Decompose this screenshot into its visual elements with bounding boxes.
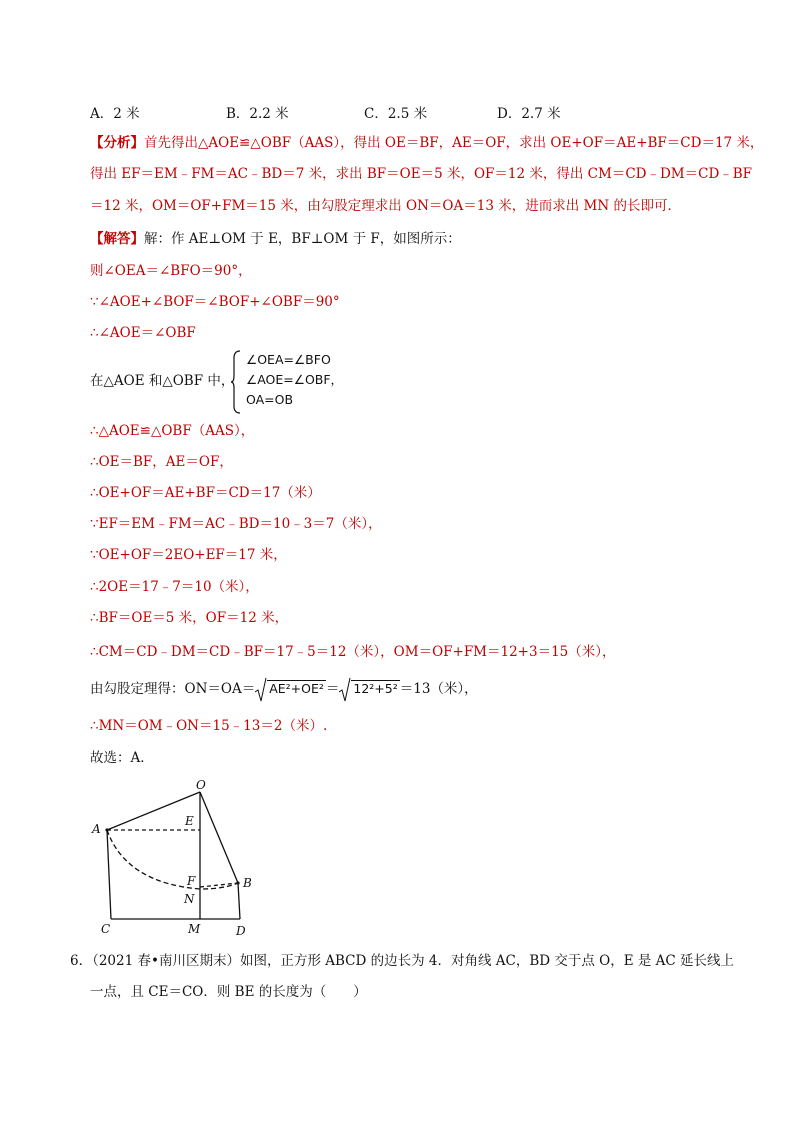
option-b: B．2.2 米 (226, 106, 289, 122)
answer-text: 故选：A． (90, 750, 154, 766)
system-eq-1: ∠OEA=∠BFO (246, 352, 331, 367)
label-A: A (92, 822, 101, 836)
system-eq-3: OA=OB (246, 392, 294, 407)
solution-tag: 【解答】 (90, 231, 144, 247)
label-N: N (184, 892, 195, 906)
solution-step-11: ∴BF＝OE＝5 米，OF＝12 米， (90, 610, 289, 626)
solution-step-8: ∵EF＝EM﹣FM＝AC﹣BD＝10﹣3＝7（米）， (90, 516, 382, 532)
solution-intro-line (90, 229, 461, 249)
label-M: M (188, 922, 201, 936)
segment-AC (107, 830, 111, 919)
analysis-line-3: ＝12 米，OM＝OF+FM＝15 米，由勾股定理求出 ON＝OA＝13 米，进而求出 MN 的长即可． (90, 198, 681, 214)
solution-step-12: ∴CM＝CD﹣DM＝CD﹣BF＝17﹣5＝12（米），OM＝OF+FM＝12+3＝15（米）， (90, 644, 616, 660)
option-d: D．2.7 米 (497, 106, 561, 122)
arc-AN (107, 830, 238, 889)
pythagoras-pre: 由勾股定理得：ON＝OA＝ (90, 681, 256, 697)
option-c: C．2.5 米 (364, 106, 428, 122)
analysis-line-1 (90, 133, 763, 153)
segment-FB (200, 883, 238, 887)
solution-step-2: ∵∠AOE+∠BOF＝∠BOF+∠OBF＝90° (90, 294, 340, 310)
solution-step-7: ∴OE+OF＝AE+BF＝CD＝17（米） (90, 485, 321, 501)
analysis-tag: 【分析】 (90, 135, 144, 151)
brace-icon (230, 350, 242, 414)
solution-step-5: ∴△AOE≌△OBF（AAS）， (90, 423, 255, 439)
system-eq-2: ∠AOE=∠OBF， (246, 372, 344, 387)
solution-step-1: 则∠OEA＝∠BFO＝90°， (90, 263, 252, 279)
system-label: 在△AOE 和△OBF 中， (90, 373, 235, 389)
system-equations (246, 350, 343, 410)
solution-step-10: ∴2OE＝17﹣7＝10（米）， (90, 579, 259, 595)
label-B: B (243, 876, 252, 890)
sqrt-icon (339, 677, 351, 703)
question6-line-2: 一点，且 CE＝CO．则 BE 的长度为（ ） (90, 984, 367, 1000)
answer-line (90, 748, 154, 768)
label-F: F (187, 874, 196, 888)
radicand-2: 12²+5² (353, 681, 398, 696)
point-B (236, 881, 239, 884)
pythagoras-eq: ＝ (325, 681, 340, 697)
analysis-line-2: 得出 EF＝EM﹣FM＝AC﹣BD＝7 米，求出 BF＝OE＝5 米，OF＝12 米，得出 CM＝CD﹣DM＝CD﹣BF (90, 166, 753, 182)
label-D: D (236, 924, 246, 938)
pythagoras-post: ＝13（米）， (399, 681, 478, 697)
segment-BD (238, 883, 240, 919)
solution-step-9: ∵OE+OF＝2EO+EF＝17 米， (90, 547, 287, 563)
pythagoras-line (90, 676, 478, 703)
solution-step-6: ∴OE＝BF，AE＝OF， (90, 454, 233, 470)
solution-intro: 解：作 AE⊥OM 于 E，BF⊥OM 于 F，如图所示： (144, 231, 461, 247)
label-C: C (101, 922, 111, 936)
solution-step-14: ∴MN＝OM﹣ON＝15﹣13＝2（米）. (90, 718, 328, 734)
option-a: A．2 米 (90, 106, 140, 122)
segment-OB (200, 792, 238, 883)
solution-step-3: ∴∠AOE＝∠OBF (90, 325, 196, 341)
label-E: E (185, 814, 194, 828)
analysis-text-1: 首先得出△AOE≌△OBF（AAS），得出 OE＝BF，AE＝OF，求出 OE+OF＝AE+BF＝CD＝17 米， (144, 135, 764, 151)
sqrt-icon (255, 677, 267, 703)
point-A (105, 828, 108, 831)
radicand-1: AE²+OE² (269, 681, 324, 696)
question6-line-1: 6．（2021 春•南川区期末）如图，正方形 ABCD 的边长为 4．对角线 AC，BD 交于点 O，E 是 AC 延长线上 (70, 953, 735, 969)
label-O: O (196, 778, 206, 792)
geometry-diagram (86, 775, 276, 940)
